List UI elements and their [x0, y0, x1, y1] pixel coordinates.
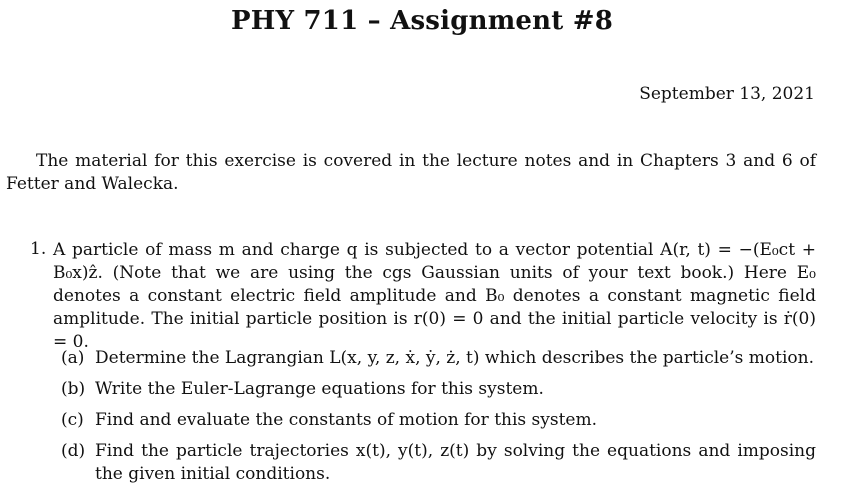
problem-text: A particle of mass m and charge q is subjected to a vector potential A(r, t) = −(E₀ct + B₀x)ẑ. (Note that we are using the cgs Gaussian units of your text book.) Here E₀ denotes a constant electric field amplitude and B₀ denotes a constant magnetic field amplitude. The initial particle position is r(0) = 0 and the initial particle velocity is ṙ(0) = 0. [53, 240, 816, 352]
part-c [0, 409, 844, 432]
part-text: Write the Euler-Lagrange equations for this system. [95, 379, 544, 399]
part-b [0, 378, 844, 401]
part-label: (a) [61, 348, 85, 368]
part-text: Find the particle trajectories x(t), y(t), z(t) by solving the equations and imposing the given initial conditions. [95, 441, 816, 484]
page-title: PHY 711 – Assignment #8 [230, 6, 613, 36]
part-text: Find and evaluate the constants of motion for this system. [95, 410, 598, 430]
part-label: (c) [61, 410, 84, 430]
document-date: September 13, 2021 [639, 84, 815, 104]
problem-parts [0, 347, 844, 494]
problem-number: 1. [30, 239, 47, 259]
part-label: (d) [61, 441, 86, 461]
part-text: Determine the Lagrangian L(x, y, z, ẋ, ẏ, ż, t) which describes the particle’s motion. [95, 348, 814, 368]
intro-paragraph: The material for this exercise is covered in the lecture notes and in Chapters 3 and 6 of Fetter and Walecka. [6, 151, 816, 194]
part-label: (b) [61, 379, 86, 399]
part-a [0, 347, 844, 370]
part-d [0, 440, 844, 486]
